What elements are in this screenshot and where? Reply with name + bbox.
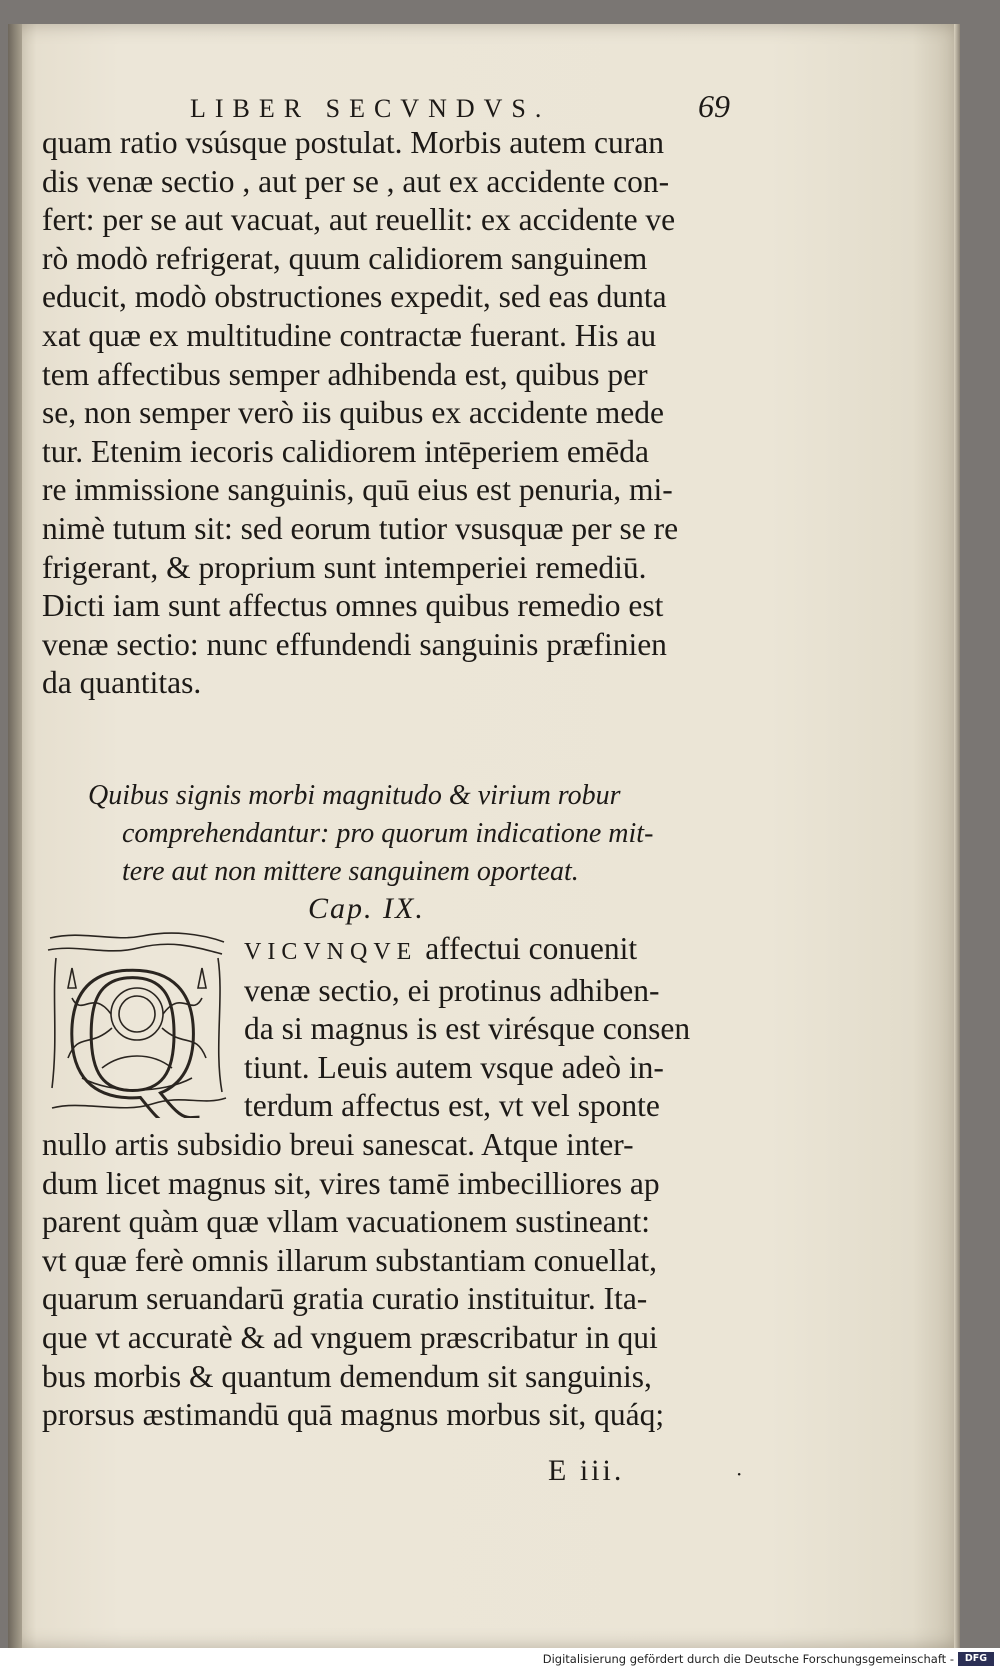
ornament-icon: [42, 928, 232, 1118]
text-line: tur. Etenim iecoris calidiorem intēperiem emēda: [42, 433, 650, 469]
page-gutter: [8, 24, 22, 1648]
heading-line: comprehendantur: pro quorum indicatione mit-: [122, 818, 654, 849]
text-line: rò modò refrigerat, quum calidiorem sanguinem: [42, 240, 648, 276]
initial-paragraph: [244, 930, 744, 1126]
text-line: fert: per se aut vacuat, aut reuellit: ex accidente ve: [42, 202, 676, 238]
text-line: que vt accuratè & ad vnguem præscribatur in qui: [42, 1319, 658, 1355]
punctuation-mark: ·: [736, 1462, 743, 1486]
text-fragment: affectui conuenit: [417, 931, 638, 966]
running-head-title: LIBER SECVNDVS.: [190, 94, 551, 123]
text-line: prorsus æstimandū quā magnus morbus sit, quáq;: [42, 1397, 665, 1433]
page-number: 69: [698, 88, 730, 124]
text-line: dis venæ sectio , aut per se , aut ex accidente con-: [42, 163, 670, 199]
lead-caps: VICVNQVE: [244, 939, 418, 965]
page-edge: [954, 24, 960, 1648]
heading-line: tere aut non mittere sanguinem oporteat.: [122, 856, 579, 887]
text-line: tem affectibus semper adhibenda est, quibus per: [42, 356, 648, 392]
text-line: xat quæ ex multitudine contractæ fuerant. His au: [42, 317, 657, 353]
body-text: [42, 124, 742, 703]
initial-letter: Q: [64, 928, 202, 1118]
running-head: [190, 88, 730, 125]
text-line: [244, 930, 744, 972]
footer-credit: Digitalisierung gefördert durch die Deutsche Forschungsgemeinschaft -: [542, 1652, 954, 1666]
text-line: venæ sectio: nunc effundendi sanguinis præfinien: [42, 626, 667, 662]
text-line: vt quæ ferè omnis illarum substantiam conuellat,: [42, 1242, 658, 1278]
text-line: tiunt. Leuis autem vsque adeò in-: [244, 1049, 664, 1085]
dfg-logo: DFG: [958, 1652, 994, 1666]
text-line: frigerant, & proprium sunt intemperiei remediū.: [42, 549, 647, 585]
heading-line: Quibus signis morbi magnitudo & virium robur: [88, 780, 621, 811]
text-line: bus morbis & quantum demendum sit sanguinis,: [42, 1358, 652, 1394]
text-line: nullo artis subsidio breui sanescat. Atque inter-: [42, 1127, 634, 1162]
chapter-label: Cap. IX.: [308, 892, 425, 925]
text-line: parent quàm quæ vllam vacuationem sustineant:: [42, 1204, 650, 1240]
footer-bar: [0, 1648, 1000, 1670]
text-line: Dicti iam sunt affectus omnes quibus remedio est: [42, 588, 664, 624]
text-line: terdum affectus est, vt vel sponte: [244, 1088, 660, 1124]
text-line: da si magnus is est virésque consen: [244, 1011, 691, 1047]
text-line: nimè tutum sit: sed eorum tutior vsusquæ per se re: [42, 510, 679, 546]
text-line: quam ratio vsúsque postulat. Morbis autem curan: [42, 125, 665, 160]
chapter-heading: [88, 777, 748, 891]
text-line: se, non semper verò iis quibus ex accidente mede: [42, 395, 664, 431]
text-line: quarum seruandarū gratia curatio instituitur. Ita-: [42, 1281, 648, 1317]
signature-mark: E iii.: [548, 1454, 625, 1487]
decorated-initial: [42, 928, 232, 1118]
text-line: venæ sectio, ei protinus adhiben-: [244, 972, 660, 1008]
continuation-text: [42, 1126, 742, 1435]
text-line: educit, modò obstructiones expedit, sed eas dunta: [42, 279, 667, 315]
text-line: dum licet magnus sit, vires tamē imbecilliores ap: [42, 1165, 660, 1201]
text-line: re immissione sanguinis, quū eius est penuria, mi-: [42, 472, 673, 508]
text-line: da quantitas.: [42, 665, 202, 701]
